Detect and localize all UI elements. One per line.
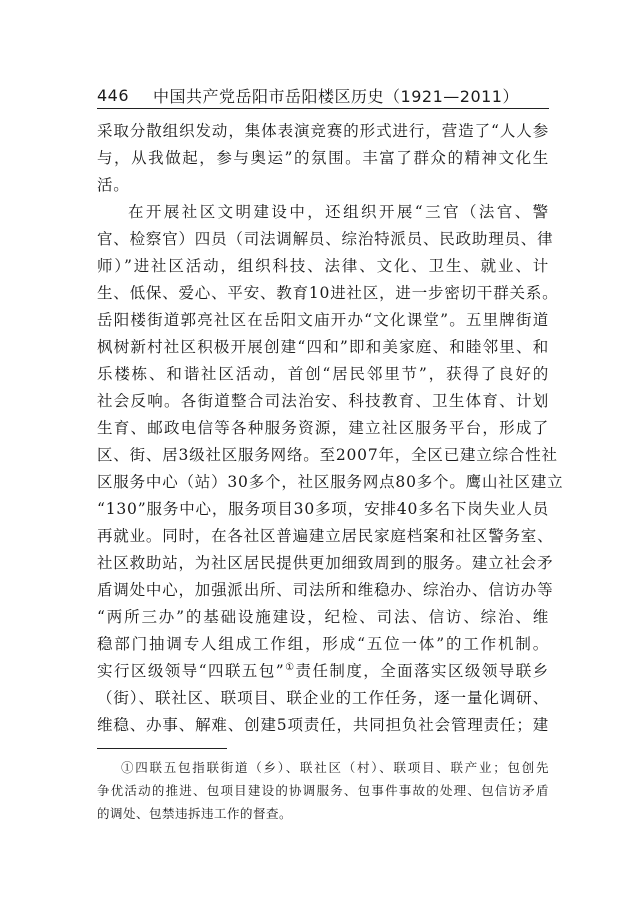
- text-line: 与，从我做起，参与奥运”的氛围。丰富了群众的精神文化生: [97, 149, 549, 167]
- text-line: 盾调处中心，加强派出所、司法所和维稳办、综治办、信访办等: [97, 581, 554, 599]
- footnote-line: 的调处、包禁违拆违工作的督查。: [97, 806, 293, 821]
- book-title: 中国共产党岳阳市岳阳楼区历史（1921—2011）: [153, 86, 519, 106]
- footnote-line: 争优活动的推进、包项目建设的协调服务、包事件事故的处理、包信访矛盾: [97, 783, 549, 798]
- text-line: 社区救助站，为社区居民提供更加细致周到的服务。建立社会矛: [97, 554, 554, 572]
- page-number: 446: [97, 85, 130, 105]
- text-line: 区、街、居3级社区服务网络。至2007年，全区已建立综合性社: [97, 446, 558, 464]
- footnote: [97, 756, 549, 825]
- text-line: 生、低保、爱心、平安、教育10进社区，进一步密切干群关系。: [97, 284, 559, 302]
- text-line: 稳部门抽调专人组成工作组，形成“五位一体”的工作机制。: [97, 635, 549, 653]
- text-segment: 责任制度，全面落实区级领导联乡: [295, 662, 549, 680]
- text-line: 维稳、办事、解难、创建5项责任，共同担负社会管理责任；建: [97, 716, 549, 734]
- text-line: 采取分散组织发动，集体表演竞赛的形式进行，营造了“人人参: [97, 122, 549, 140]
- text-line: 生育、邮政电信等各种服务资源，建立社区服务平台，形成了: [97, 419, 549, 437]
- text-line: 区服务中心（站）30多个，社区服务网点80多个。鹰山社区建立: [97, 473, 564, 491]
- running-header: [97, 82, 549, 108]
- text-line: （街）、联社区、联项目、联企业的工作任务，逐一量化调研、: [97, 689, 549, 707]
- text-line: 官、检察官）四员（司法调解员、综治特派员、民政助理员、律: [97, 230, 554, 248]
- text-line: 枫树新村社区积极开展创建“四和”即和美家庭、和睦邻里、和: [97, 338, 549, 356]
- text-line: “两所三办”的基础设施建设，纪检、司法、信访、综治、维: [97, 608, 549, 626]
- footnote-rule: [97, 748, 227, 749]
- body-text: [97, 118, 564, 739]
- text-line: 乐楼栋、和谐社区活动，首创“居民邻里节”，获得了良好的: [97, 365, 549, 383]
- text-line: 活。: [97, 176, 130, 194]
- text-segment: 实行区级领导“四联五包”: [97, 662, 285, 680]
- text-line: 社会反响。各街道整合司法治安、科技教育、卫生体育、计划: [97, 392, 549, 410]
- header-rule: [97, 108, 549, 109]
- footnote-line: ①四联五包指联街道（乡）、联社区（村）、联项目、联产业；包创先: [121, 760, 549, 775]
- text-line-with-note: [97, 658, 549, 685]
- footnote-reference[interactable]: ①: [284, 661, 296, 673]
- text-line: 在开展社区文明建设中，还组织开展“三官（法官、警: [128, 203, 549, 221]
- text-line: 师）”进社区活动，组织科技、法律、文化、卫生、就业、计: [97, 257, 549, 275]
- text-line: 再就业。同时，在各社区普遍建立居民家庭档案和社区警务室、: [97, 527, 554, 545]
- text-line: 岳阳楼街道郭亮社区在岳阳文庙开办“文化课堂”。五里牌街道: [97, 311, 549, 329]
- text-line: “130”服务中心，服务项目30多项，安排40多名下岗失业人员: [97, 500, 549, 518]
